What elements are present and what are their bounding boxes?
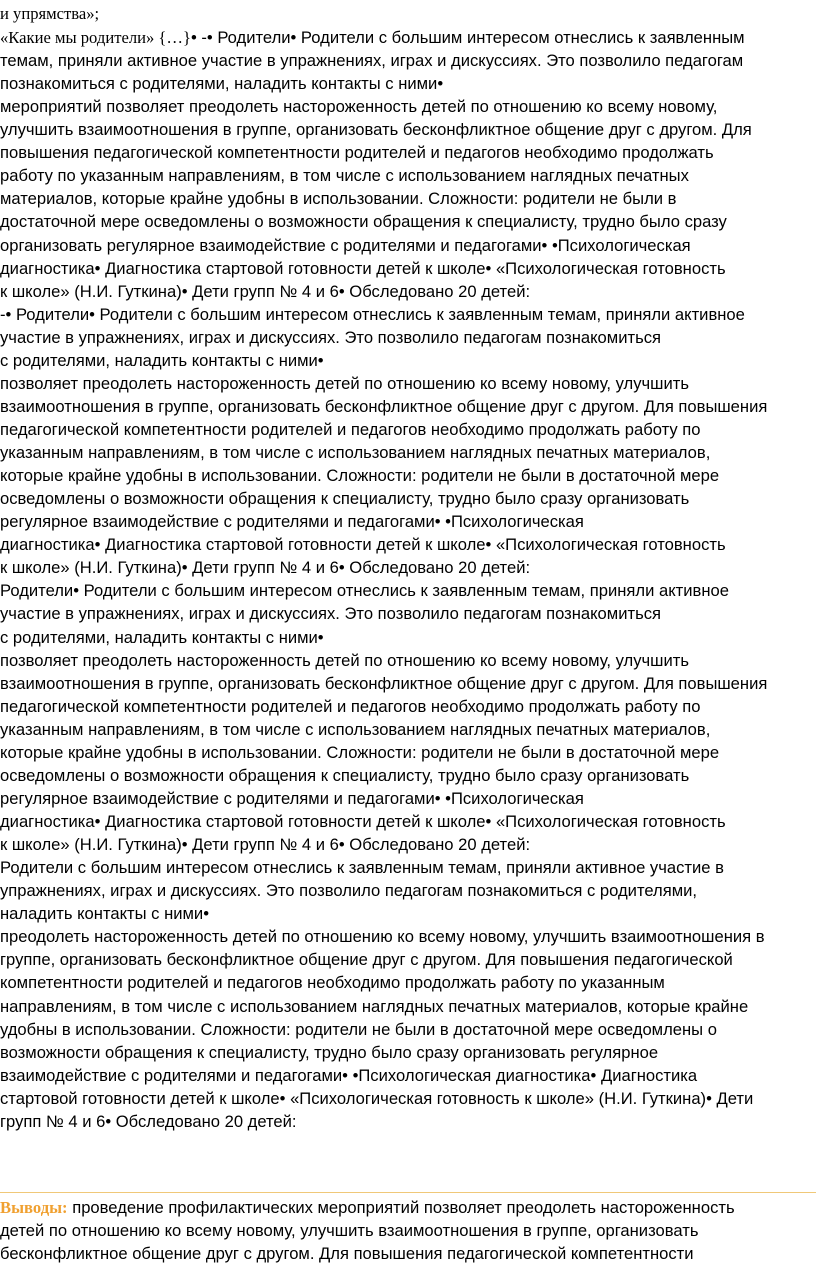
text-run: • -• Родители• Родители с большим интересом отнеслись к заявленным bbox=[190, 28, 745, 47]
text-line: познакомиться с родителями, наладить контакты с ними• bbox=[0, 74, 444, 94]
text-line: указанным направлениям, в том числе с использованием наглядных печатных материалов, bbox=[0, 719, 711, 739]
text-line: педагогической компетентности родителей и педагогов необходимо продолжать работу по bbox=[0, 420, 701, 439]
text-line: диагностика• Диагностика стартовой готовности детей к школе• «Психологическая готовность bbox=[0, 535, 726, 555]
text-line: педагогической компетентности родителей и педагогов необходимо продолжать работу по bbox=[0, 696, 701, 716]
text-line: осведомлены о возможности обращения к специалисту, трудно было сразу организовать bbox=[0, 765, 690, 785]
text-line: к школе» (Н.И. Гуткина)• Дети групп № 4 и 6• Обследовано 20 детей: bbox=[0, 558, 531, 578]
text-line: позволяет преодолеть настороженность детей по отношению ко всему новому, улучшить bbox=[0, 373, 690, 393]
text-line: упражнениях, играх и дискуссиях. Это позволило педагогам познакомиться с родителями, bbox=[0, 881, 698, 901]
section-divider bbox=[0, 1192, 816, 1193]
text-line: групп № 4 и 6• Обследовано 20 детей: bbox=[0, 1111, 297, 1131]
text-line: группе, организовать бесконфликтное общение друг с другом. Для повышения педагогической bbox=[0, 950, 733, 970]
text-line: которые крайне удобны в использовании. Сложности: родители не были в достаточной мере bbox=[0, 742, 720, 762]
text-line: Родители• Родители с большим интересом отнеслись к заявленным темам, приняли активное bbox=[0, 581, 729, 601]
text-line: к школе» (Н.И. Гуткина)• Дети групп № 4 и 6• Обследовано 20 детей: bbox=[0, 835, 531, 854]
text-line: участие в упражнениях, играх и дискуссиях. Это позволило педагогам познакомиться bbox=[0, 604, 661, 624]
conclusions-text: проведение профилактических мероприятий позволяет преодолеть настороженность bbox=[72, 1198, 735, 1217]
text-line: компетентности родителей и педагогов необходимо продолжать работу по указанным bbox=[0, 973, 665, 993]
text-line: регулярное взаимодействие с родителями и педагогами• •Психологическая bbox=[0, 788, 584, 808]
text-line: работу по указанным направлениям, в том числе с использованием наглядных печатных bbox=[0, 166, 689, 186]
text-line: позволяет преодолеть настороженность детей по отношению ко всему новому, улучшить bbox=[0, 650, 690, 670]
text-line: наладить контакты с ними• bbox=[0, 904, 210, 924]
text-line: диагностика• Диагностика стартовой готовности детей к школе• «Психологическая готовность bbox=[0, 812, 726, 831]
text-line: к школе» (Н.И. Гуткина)• Дети групп № 4 и 6• Обследовано 20 детей: bbox=[0, 281, 531, 301]
text-line: с родителями, наладить контакты с ними• bbox=[0, 627, 324, 647]
text-line: удобны в использовании. Сложности: родители не были в достаточной мере осведомлены о bbox=[0, 1019, 717, 1039]
text-line: -• Родители• Родители с большим интересом отнеслись к заявленным темам, приняли активное bbox=[0, 304, 745, 324]
text-line: Родители с большим интересом отнеслись к заявленным темам, приняли активное участие в bbox=[0, 858, 724, 878]
text-line: участие в упражнениях, играх и дискуссиях. Это позволило педагогам познакомиться bbox=[0, 327, 661, 347]
text-line: взаимодействие с родителями и педагогами• •Психологическая диагностика• Диагностика bbox=[0, 1065, 698, 1085]
text-line: с родителями, наладить контакты с ними• bbox=[0, 350, 324, 370]
text-line: достаточной мере осведомлены о возможности обращения к специалисту, трудно было сразу bbox=[0, 212, 727, 232]
conclusions-line bbox=[0, 1196, 735, 1219]
text-line: регулярное взаимодействие с родителями и педагогами• •Психологическая bbox=[0, 512, 584, 532]
text-line: осведомлены о возможности обращения к специалисту, трудно было сразу организовать bbox=[0, 489, 690, 509]
text-line: диагностика• Диагностика стартовой готовности детей к школе• «Психологическая готовность bbox=[0, 258, 726, 278]
text-line: мероприятий позволяет преодолеть настороженность детей по отношению ко всему новому, bbox=[0, 97, 718, 117]
text-line: возможности обращения к специалисту, трудно было сразу организовать регулярное bbox=[0, 1042, 659, 1062]
conclusions-line: детей по отношению ко всему новому, улучшить взаимоотношения в группе, организовать bbox=[0, 1221, 699, 1240]
text-line: направлениям, в том числе с использованием наглядных печатных материалов, которые крайне bbox=[0, 996, 749, 1016]
text-line: темам, приняли активное участие в упражнениях, играх и дискуссиях. Это позволило педагогам bbox=[0, 51, 744, 70]
text-line: которые крайне удобны в использовании. Сложности: родители не были в достаточной мере bbox=[0, 466, 720, 486]
text-line bbox=[0, 26, 745, 49]
conclusions-label: Выводы: bbox=[0, 1198, 68, 1217]
text-line: стартовой готовности детей к школе• «Психологическая готовность к школе» (Н.И. Гуткина)• Дети bbox=[0, 1088, 754, 1108]
text-line: взаимоотношения в группе, организовать бесконфликтное общение друг с другом. Для повышения bbox=[0, 673, 768, 693]
text-line: улучшить взаимоотношения в группе, организовать бесконфликтное общение друг с другом. Для bbox=[0, 120, 752, 140]
conclusions-line: бесконфликтное общение друг с другом. Для повышения педагогической компетентности bbox=[0, 1244, 694, 1263]
text-line: преодолеть настороженность детей по отношению ко всему новому, улучшить взаимоотношения в bbox=[0, 927, 765, 947]
text-line: и упрямства»; bbox=[0, 4, 100, 23]
text-line: указанным направлениям, в том числе с использованием наглядных печатных материалов, bbox=[0, 443, 711, 462]
quoted-title: «Какие мы родители» {…} bbox=[0, 28, 191, 47]
text-line: материалов, которые крайне удобны в использовании. Сложности: родители не были в bbox=[0, 189, 677, 209]
text-line: организовать регулярное взаимодействие с родителями и педагогами• •Психологическая bbox=[0, 235, 691, 255]
text-line: взаимоотношения в группе, организовать бесконфликтное общение друг с другом. Для повышения bbox=[0, 396, 768, 416]
text-line: повышения педагогической компетентности родителей и педагогов необходимо продолжать bbox=[0, 143, 714, 163]
